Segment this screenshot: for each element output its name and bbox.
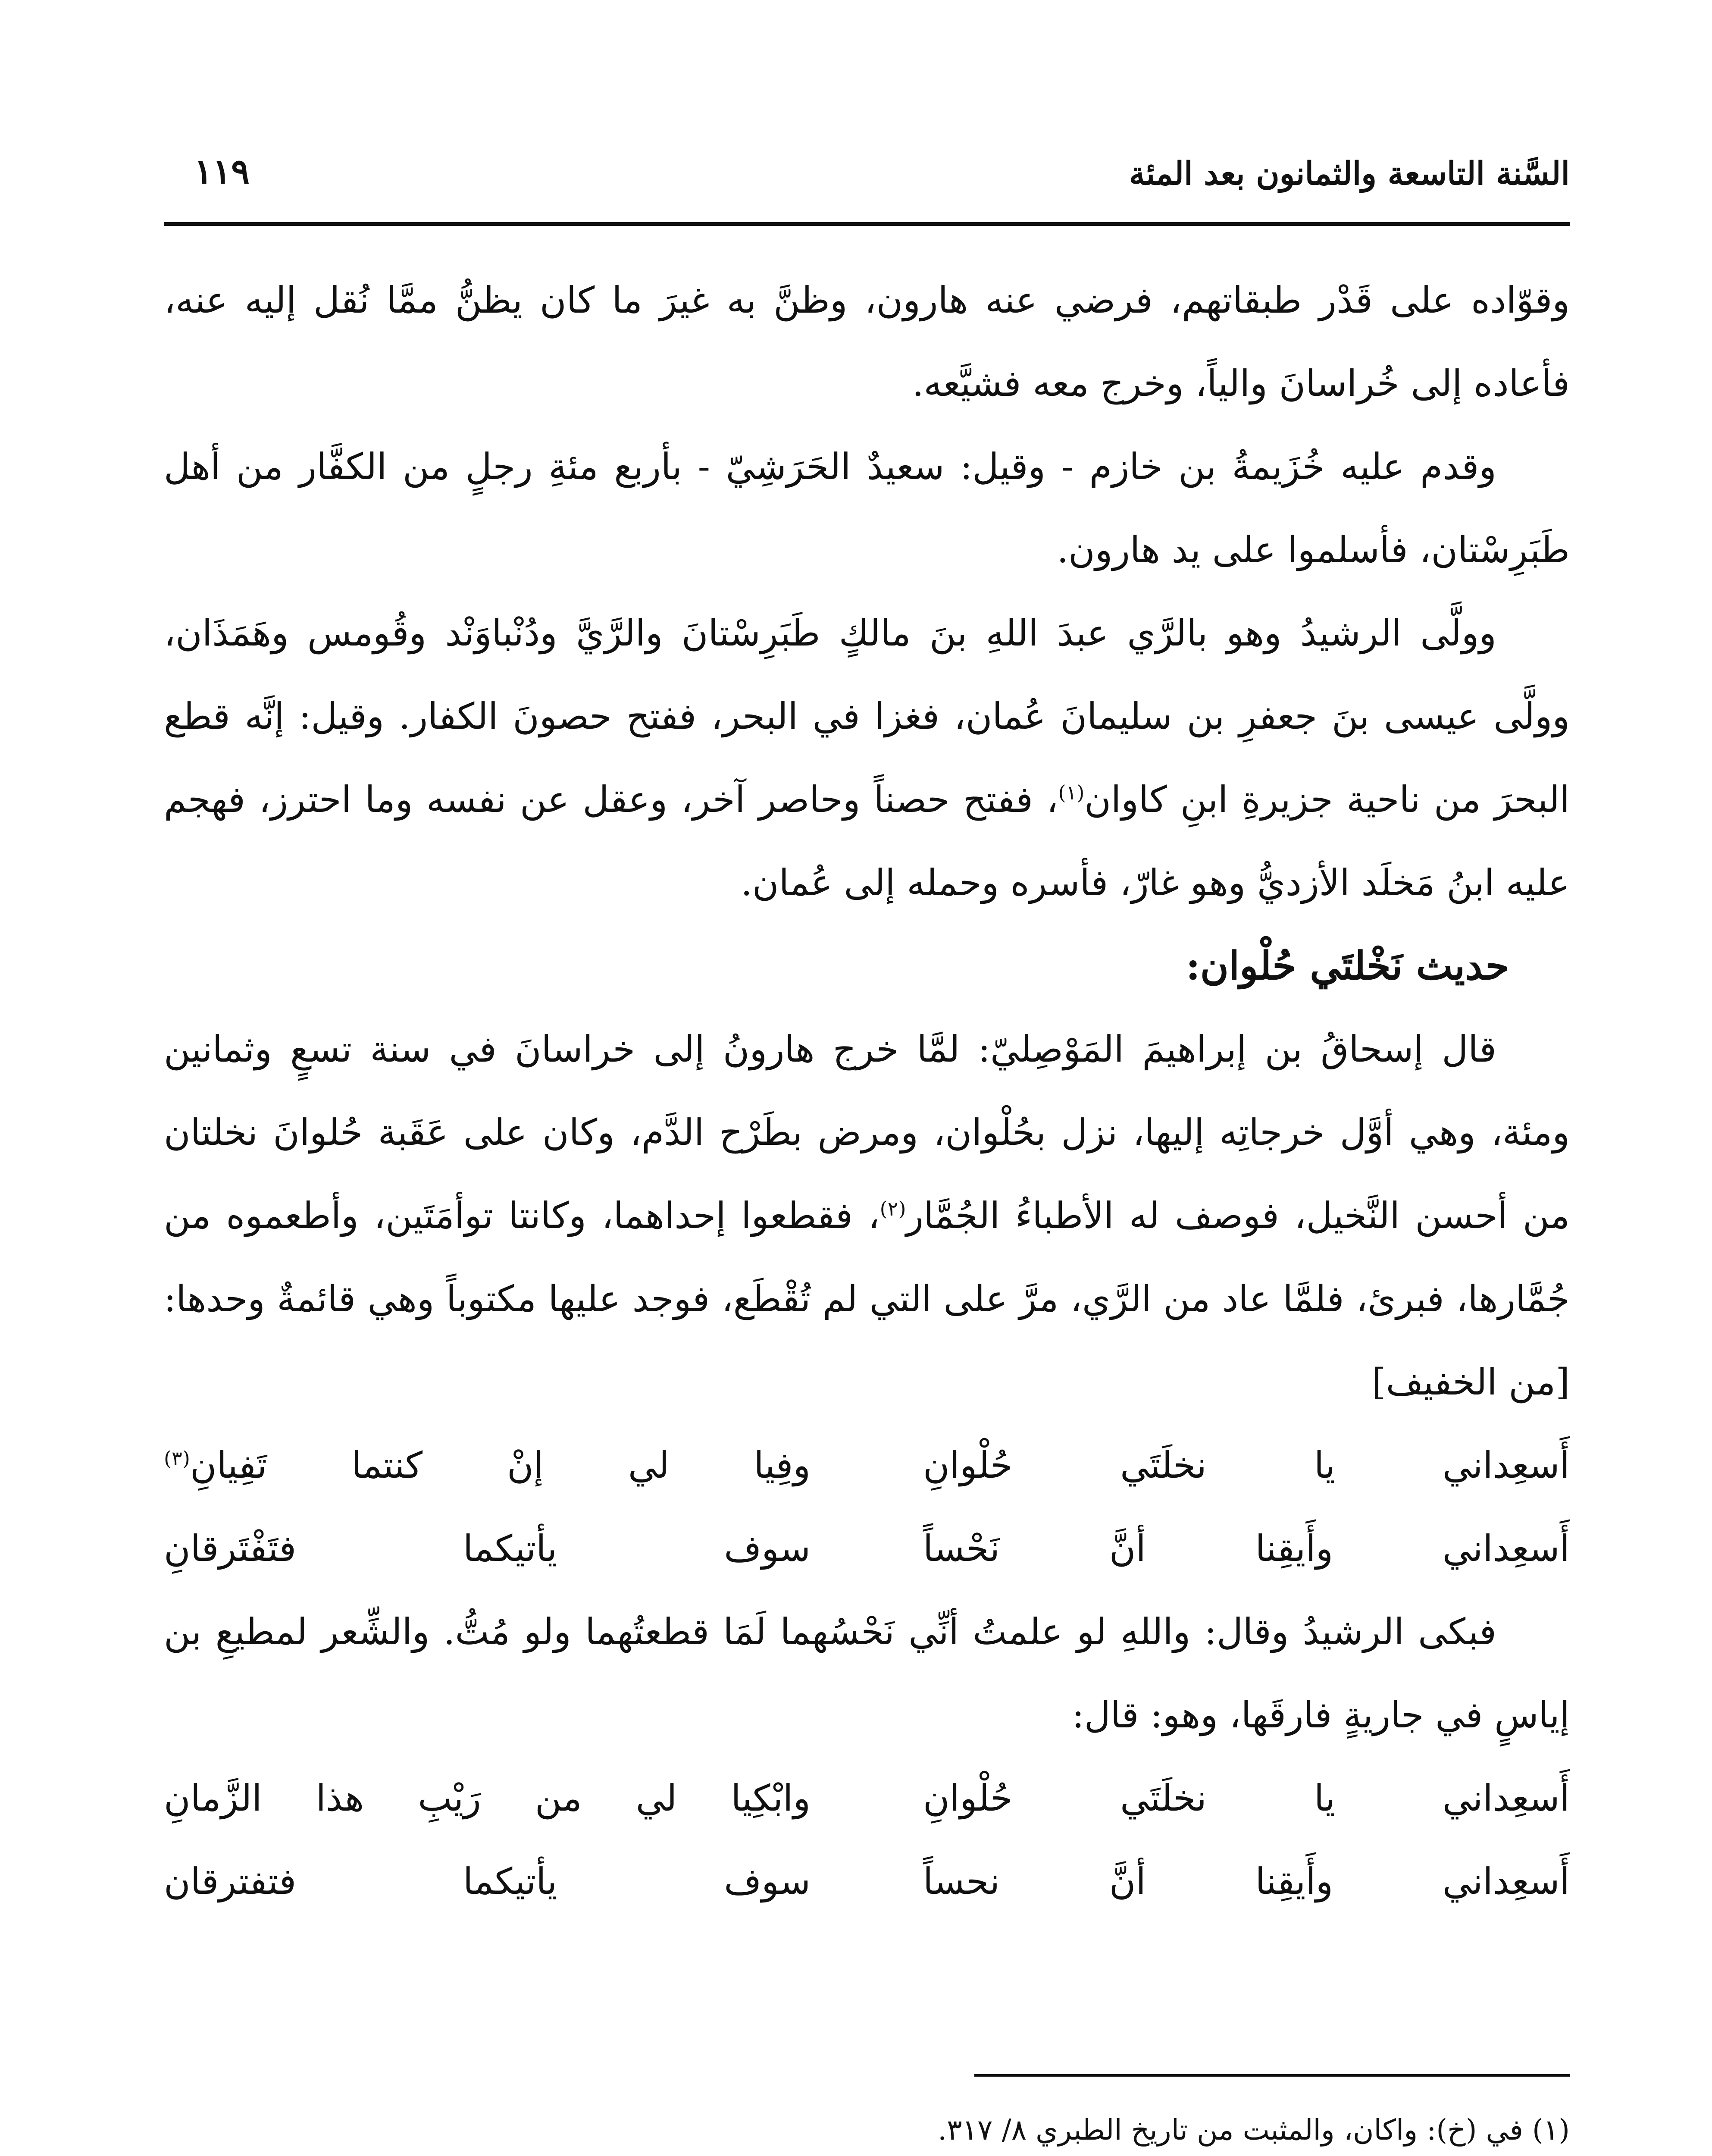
paragraph-3-text-a: وولَّى الرشيدُ وهو بالرَّي عبدَ اللهِ بنَ مالكٍ طَبَرِسْتانَ والرَّيَّ ودُنْباوَنْد وقُومس وهَمَذَان، وولَّى عيسى بنَ جعفرِ بن سليمانَ عُمان، فغزا في البحر، ففتح حصونَ الكفار. وقيل: إنَّه قطع البحرَ من ناحية جزيرةِ ابنِ كاوان xyxy=(164,612,1570,821)
verse-1-line-1 xyxy=(164,1424,1570,1507)
section-heading: حديث نَخْلتَي حُلْوان: xyxy=(1186,943,1509,989)
verse-2-line-2-first-hemistich: أَسعِداني وأَيقِنا أنَّ نحساً xyxy=(923,1860,1570,1902)
footnotes xyxy=(164,2100,1570,2156)
paragraph-5: فبكى الرشيدُ وقال: واللهِ لو علمتُ أنِّي نَحْسُهما لَمَا قطعتُهما ولو مُتُّ. والشِّعر لمطيعِ بن إياسٍ في جاريةٍ فارقَها، وهو: قال: xyxy=(164,1611,1570,1736)
verse-1-line-1-first-hemistich: أَسعِداني يا نخلَتَي حُلْوانِ xyxy=(923,1444,1570,1486)
paragraph-4-text-b: ، فقطعوا إحداهما، وكانتا توأمَتَين، وأطعموه من جُمَّارها، فبرئ، فلمَّا عاد من الرَّي، مرَّ على التي لم تُقْطَع، فوجد عليها مكتوباً وهي قائمةٌ وحدها: [من الخفيف] xyxy=(164,1194,1570,1403)
paragraph-4 xyxy=(164,1008,1570,1424)
paragraph-2: وقدم عليه خُزَيمةُ بن خازم - وقيل: سعيدٌ الحَرَشِيّ - بأربع مئةِ رجلٍ من الكفَّار من أهل طَبَرِسْتان، فأسلموا على يد هارون. xyxy=(164,445,1570,571)
paragraph-4-text-a: قال إسحاقُ بن إبراهيمَ المَوْصِليّ: لمَّا خرج هارونُ إلى خراسانَ في سنة تسعٍ وثمانين ومئة، وهي أوَّل خرجاتِه إليها، نزل بحُلْوان، ومرض بطَرْح الدَّم، وكان على عَقَبة حُلوانَ نخلتان من أحسن النَّخيل، فوصف له الأطباءُ الجُمَّار xyxy=(164,1028,1570,1237)
footnote-1: (١) في (خ): واكان، والمثبت من تاريخ الطبري ٨/ ٣١٧. xyxy=(938,2113,1570,2147)
verse-1-line-2-first-hemistich: أَسعِداني وأَيقِنا أنَّ نَحْساً xyxy=(923,1527,1570,1570)
footnote-ref-3[interactable]: (٣) xyxy=(164,1447,190,1470)
paragraph-1: وقوّاده على قَدْر طبقاتهم، فرضي عنه هارون، وظنَّ به غيرَ ما كان يظنُّ ممَّا نُقل إليه عنه، فأعاده إلى خُراسانَ والياً، وخرج معه فشيَّعه. xyxy=(164,279,1570,404)
verse-2-line-1-second-hemistich: وابْكِيا لي من رَيْبِ هذا الزَّمانِ xyxy=(164,1777,811,1819)
verse-1-line-1-second-text: وفِيا لي إنْ كنتما تَفِيانِ xyxy=(190,1444,811,1486)
page-header xyxy=(164,142,1570,229)
paragraph-3-text-b: ، ففتح حصناً وحاصر آخر، وعقل عن نفسه وما احترز، فهجم عليه ابنُ مَخلَد الأزديُّ وهو غارّ، فأسره وحمله إلى عُمان. xyxy=(164,778,1570,904)
verse-2-line-1 xyxy=(164,1757,1570,1840)
verse-2-line-2-second-hemistich: سوف يأتيكما فتفترقان xyxy=(164,1860,811,1902)
paragraph-3 xyxy=(164,592,1570,924)
running-title: السَّنة التاسعة والثمانون بعد المئة xyxy=(1129,155,1570,192)
page-number: ١١٩ xyxy=(194,151,250,191)
footnote-ref-1[interactable]: (١) xyxy=(1058,781,1085,804)
footnote-separator xyxy=(974,2074,1570,2077)
verse-1-line-1-second-hemistich xyxy=(164,1424,811,1507)
verse-2-line-1-first-hemistich: أَسعِداني يا نخلَتَي حُلْوانِ xyxy=(923,1777,1570,1819)
header-rule xyxy=(164,222,1570,226)
verse-2-line-2 xyxy=(164,1840,1570,1923)
footnote-ref-2[interactable]: (٢) xyxy=(879,1197,906,1220)
verse-1-line-2 xyxy=(164,1507,1570,1590)
verse-1-line-2-second-hemistich: سوف يأتيكما فتَفْتَرقانِ xyxy=(164,1527,811,1570)
main-text xyxy=(164,259,1570,1923)
